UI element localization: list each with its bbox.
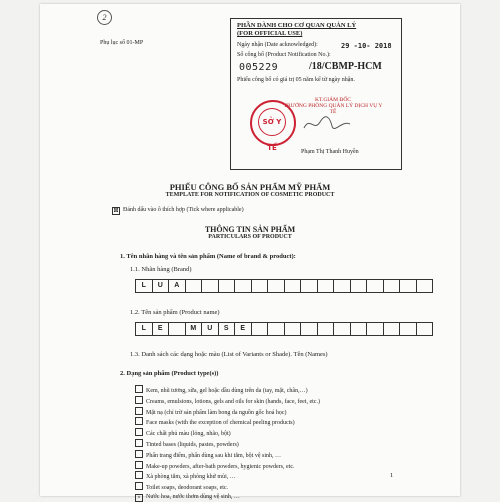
brand-cell[interactable] xyxy=(268,280,285,292)
product-type-option[interactable] xyxy=(135,461,320,472)
checkbox-icon[interactable] xyxy=(135,417,143,425)
brand-cell[interactable]: L xyxy=(136,280,153,292)
brand-label: 1.1. Nhãn hàng (Brand) xyxy=(130,266,192,273)
product-type-option-label: Phấn trang điểm, phấn dùng sau khi tắm, bột vệ sinh, … xyxy=(146,452,281,459)
product-type-option-label: Xà phòng tắm, xà phòng khử mùi, … xyxy=(146,474,236,481)
checkbox-icon[interactable] xyxy=(135,439,143,447)
product-cell[interactable] xyxy=(334,323,351,335)
product-cell[interactable]: S xyxy=(219,323,236,335)
brand-cell[interactable] xyxy=(400,280,417,292)
product-type-option[interactable] xyxy=(135,407,320,418)
product-cell[interactable]: L xyxy=(136,323,153,335)
product-type-option[interactable] xyxy=(135,439,320,450)
product-cell[interactable] xyxy=(318,323,335,335)
product-cell[interactable]: E xyxy=(153,323,170,335)
checkbox-icon[interactable] xyxy=(135,482,143,490)
product-cell[interactable] xyxy=(417,323,433,335)
product-type-option-label: Nước hoa, nước thơm dùng vệ sinh, … xyxy=(146,493,240,500)
brand-cell[interactable] xyxy=(252,280,269,292)
checkbox-icon[interactable] xyxy=(135,461,143,469)
notification-label: Số công bố (Product Notification No.): xyxy=(237,52,331,58)
particulars-title-en: PARTICULARS OF PRODUCT xyxy=(208,234,292,240)
brand-cell[interactable] xyxy=(186,280,203,292)
brand-cell[interactable] xyxy=(235,280,252,292)
product-letter-grid[interactable] xyxy=(135,322,433,336)
date-ack-value: 29 -10- 2018 xyxy=(341,42,392,50)
particulars-title-vi: THÔNG TIN SẢN PHẨM xyxy=(204,225,296,234)
checkbox-icon[interactable] xyxy=(135,396,143,404)
brand-cell[interactable] xyxy=(285,280,302,292)
product-cell[interactable] xyxy=(169,323,186,335)
product-type-option-label: Mặt nạ (chỉ trừ sản phẩm làm bong da nguồn gốc hoá học) xyxy=(146,409,287,416)
tick-note-checkbox-icon: ⊠ xyxy=(113,208,119,214)
product-cell[interactable] xyxy=(301,323,318,335)
appendix-label: Phụ lục số 01-MP xyxy=(100,40,144,46)
product-type-option-label: Tinted bases (liquids, pastes, powders) xyxy=(146,441,239,448)
product-type-option-label: Các chất phủ màu (lỏng, nhão, bột) xyxy=(146,431,231,438)
stamp-text: SỞ Y TẾ xyxy=(258,108,286,136)
product-type-option[interactable] xyxy=(135,385,320,396)
brand-cell[interactable] xyxy=(219,280,236,292)
validity-note: Phiếu công bố có giá trị 05 năm kể từ ngày nhận. xyxy=(237,77,355,83)
handwritten-signature xyxy=(302,114,352,137)
product-cell[interactable] xyxy=(400,323,417,335)
approval-block: KT.GIÁM ĐỐC TRƯỞNG PHÒNG QUẢN LÝ DỊCH VỤ Y TẾ xyxy=(283,97,383,115)
product-cell[interactable] xyxy=(351,323,368,335)
product-type-option-label: Creams, emulsions, lotions, gels and oils for skin (hands, face, feet, etc.) xyxy=(146,398,320,405)
brand-cell[interactable] xyxy=(318,280,335,292)
product-type-option[interactable] xyxy=(135,482,320,493)
product-type-option-label: Face masks (with the exception of chemical peeling products) xyxy=(146,420,295,427)
product-type-option-label: Make-up powders, after-bath powders, hygienic powders, etc. xyxy=(146,463,295,470)
product-cell[interactable]: E xyxy=(235,323,252,335)
product-cell[interactable]: M xyxy=(186,323,203,335)
notification-suffix: /18/CBMP-HCM xyxy=(309,61,382,72)
tick-note-text: Đánh dấu vào ô thích hợp (Tick where applicable) xyxy=(123,207,244,213)
corner-page-mark: 2 xyxy=(97,10,112,25)
red-seal-stamp xyxy=(250,100,296,152)
product-cell[interactable] xyxy=(285,323,302,335)
checked-checkbox-icon[interactable]: × xyxy=(135,494,143,502)
product-type-options xyxy=(135,385,320,502)
checkbox-icon[interactable] xyxy=(135,385,143,393)
product-cell[interactable] xyxy=(252,323,269,335)
official-box-heading-en: (FOR OFFICIAL USE) xyxy=(237,30,303,37)
product-type-option[interactable] xyxy=(135,396,320,407)
brand-cell[interactable] xyxy=(367,280,384,292)
signature-icon xyxy=(302,114,352,134)
product-cell[interactable] xyxy=(367,323,384,335)
checkbox-icon[interactable] xyxy=(135,407,143,415)
brand-cell[interactable]: A xyxy=(169,280,186,292)
product-cell[interactable] xyxy=(384,323,401,335)
product-type-option[interactable] xyxy=(135,471,320,482)
brand-cell[interactable] xyxy=(417,280,433,292)
product-type-option[interactable] xyxy=(135,417,320,428)
checkbox-icon[interactable] xyxy=(135,428,143,436)
brand-letter-grid[interactable] xyxy=(135,279,433,293)
notification-number: 005229 xyxy=(239,62,279,73)
product-type-option-label: Toilet soaps, deodorant soaps, etc. xyxy=(146,485,229,492)
brand-cell[interactable] xyxy=(384,280,401,292)
product-type-option-label: Kem, nhũ tương, sữa, gel hoặc dầu dùng trên da (tay, mặt, chân,…) xyxy=(146,388,308,394)
product-type-option[interactable] xyxy=(135,450,320,461)
tick-note xyxy=(112,207,244,215)
brand-cell[interactable] xyxy=(334,280,351,292)
section2-heading: 2. Dạng sản phẩm (Product type(s)) xyxy=(120,370,219,377)
page-number: 1 xyxy=(390,472,394,479)
brand-cell[interactable] xyxy=(351,280,368,292)
form-title-vi: PHIẾU CÔNG BỐ SẢN PHẨM MỸ PHẨM xyxy=(169,182,331,192)
product-name-label: 1.2. Tên sản phẩm (Product name) xyxy=(130,309,220,316)
variants-label: 1.3. Danh sách các dạng hoặc màu (List of Variants or Shade). Tên (Names) xyxy=(130,351,328,358)
product-cell[interactable]: U xyxy=(202,323,219,335)
signer-name: Phạm Thị Thanh Huyền xyxy=(301,149,359,155)
official-box-heading: PHẦN DÀNH CHO CƠ QUAN QUẢN LÝ xyxy=(237,22,357,29)
product-type-option[interactable] xyxy=(135,493,320,502)
official-use-box xyxy=(230,18,402,170)
document-page xyxy=(40,4,460,501)
brand-cell[interactable] xyxy=(301,280,318,292)
checkbox-icon[interactable] xyxy=(135,471,143,479)
product-type-option[interactable] xyxy=(135,428,320,439)
form-title-en: TEMPLATE FOR NOTIFICATION OF COSMETIC PRODUCT xyxy=(165,192,335,198)
brand-cell[interactable] xyxy=(202,280,219,292)
product-cell[interactable] xyxy=(268,323,285,335)
checkbox-icon[interactable] xyxy=(135,450,143,458)
date-ack-label: Ngày nhận (Date acknowledged): xyxy=(237,42,318,48)
brand-cell[interactable]: U xyxy=(153,280,170,292)
section1-heading: 1. Tên nhãn hàng và tên sản phẩm (Name of brand & product): xyxy=(120,253,296,260)
